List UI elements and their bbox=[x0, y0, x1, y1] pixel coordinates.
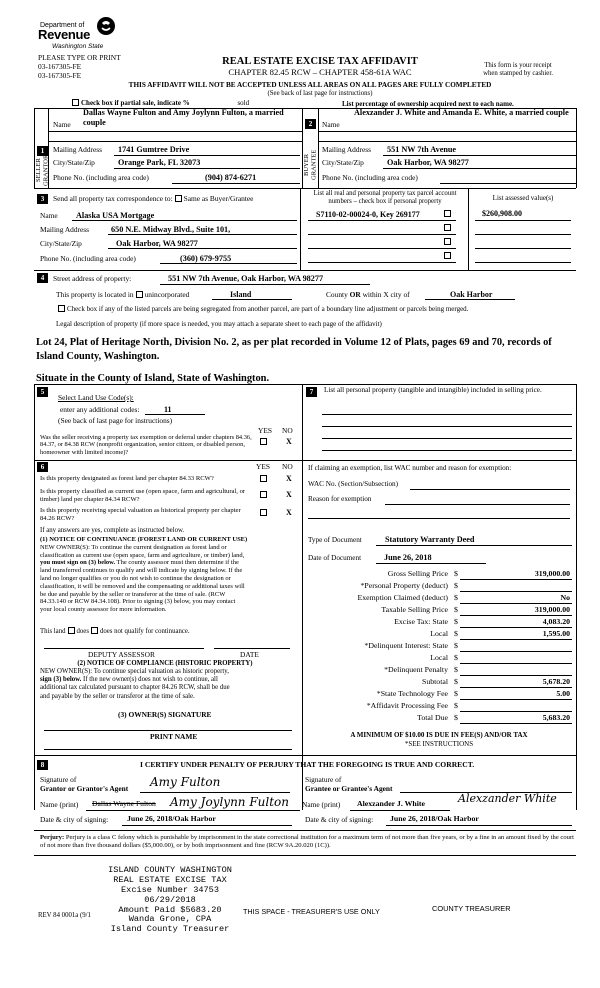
n2-line-a: NEW OWNER(S): To continue special valuation as historic property, bbox=[40, 668, 229, 676]
assessed-header: List assessed value(s) bbox=[492, 194, 554, 202]
calc-currency: $ bbox=[454, 689, 458, 698]
sec6-q1-yes-checkbox[interactable] bbox=[260, 475, 267, 482]
sec6-q1: Is this property designated as forest land per chapter 84.33 RCW? bbox=[40, 475, 214, 482]
segregated-row bbox=[56, 305, 576, 313]
calc-currency: $ bbox=[454, 641, 458, 650]
or-label: OR bbox=[349, 290, 361, 299]
form-title: REAL ESTATE EXCISE TAX AFFIDAVIT bbox=[222, 56, 418, 67]
sec6-q2-yes-checkbox[interactable] bbox=[260, 491, 267, 498]
sec5-no: NO bbox=[282, 426, 293, 435]
grantor-name-handwritten: Amy Joylynn Fulton bbox=[170, 795, 290, 809]
calc-label: Taxable Selling Price bbox=[381, 605, 448, 614]
dept-line2: Revenue bbox=[38, 27, 91, 42]
doc-type-label: Type of Document bbox=[308, 536, 362, 544]
legal-label: Legal description of property (if more space is needed, you may attach a separate sheet to each page of the affidavit) bbox=[56, 320, 382, 328]
calc-label: Gross Selling Price bbox=[387, 569, 448, 578]
partial-sale-checkbox[interactable] bbox=[72, 99, 79, 106]
calc-value: 5,683.20 bbox=[542, 713, 570, 722]
calc-currency: $ bbox=[454, 569, 458, 578]
land-does-checkbox[interactable] bbox=[68, 627, 75, 634]
calc-currency: $ bbox=[454, 605, 458, 614]
this-land-label: This land bbox=[40, 628, 66, 635]
seller-city-label: City/State/Zip bbox=[53, 158, 95, 167]
tax-corr-phone-label: Phone No. (including area code) bbox=[40, 254, 136, 263]
n1-rest: The county assessor must then determine if the bbox=[115, 559, 239, 567]
partial-sale-row bbox=[70, 99, 249, 107]
tax-corr-text: Send all property tax correspondence to: bbox=[53, 194, 173, 203]
land-does-not-checkbox[interactable] bbox=[91, 627, 98, 634]
seller-name-value: Dallas Wayne Fulton and Amy Joylynn Fulton, a married couple bbox=[83, 108, 284, 127]
see-back-note: (See back of last page for instructions) bbox=[267, 90, 373, 97]
grantor-sig-label-2: Grantor or Grantor's Agent bbox=[40, 784, 129, 793]
calc-value: 5.00 bbox=[556, 689, 570, 698]
n1-line-e: land no longer qualifies or you do not wish to continue the designation or bbox=[40, 574, 231, 582]
seller-mail-value: 1741 Gumtree Drive bbox=[118, 145, 190, 154]
tax-corr-city-label: City/State/Zip bbox=[40, 239, 82, 248]
grantor-name-label: Name (print) bbox=[40, 800, 79, 809]
doc-date-label: Date of Document bbox=[308, 554, 362, 562]
seller-city-value: Orange Park, FL 32073 bbox=[118, 158, 201, 167]
sec6-no: NO bbox=[282, 462, 293, 471]
buyer-phone-label: Phone No. (including area code) bbox=[322, 173, 418, 182]
section-4-number: 4 bbox=[37, 273, 48, 283]
sec6-q1-answer: X bbox=[286, 474, 292, 483]
n1-line-c bbox=[40, 559, 300, 567]
parcel-3-checkbox[interactable] bbox=[444, 238, 451, 245]
n1-line-f: classification, it will be removed and the compensating or additional taxes will bbox=[40, 582, 245, 590]
same-as-buyer-checkbox[interactable] bbox=[175, 195, 182, 202]
county-label: County bbox=[326, 290, 348, 299]
seller-side-label: SELLER GRANTOR bbox=[35, 154, 50, 186]
section-1-number: 1 bbox=[37, 146, 48, 156]
n2-bold: sign (3) below. bbox=[40, 676, 82, 684]
stamp-line: Excise Number 34753 bbox=[121, 884, 219, 895]
calc-label: Total Due bbox=[417, 713, 448, 722]
stamp-line: ISLAND COUNTY WASHINGTON bbox=[108, 865, 232, 875]
grantee-sig-label-1: Signature of bbox=[305, 775, 342, 784]
n1-line-h: 84.33.140 or RCW 84.34.108). Prior to signing (3) below, you may contact bbox=[40, 598, 236, 606]
n1-title: (1) NOTICE OF CONTINUANCE (FOREST LAND OR CURRENT USE) bbox=[40, 536, 248, 543]
calc-currency: $ bbox=[454, 665, 458, 674]
grantee-date-label: Date & city of signing: bbox=[305, 815, 374, 824]
calc-label: Subtotal bbox=[422, 677, 448, 686]
does-not-label: does not qualify for continuance. bbox=[99, 628, 190, 635]
calc-currency: $ bbox=[454, 713, 458, 722]
rev-number: REV 84 0001a (9/1 bbox=[38, 912, 91, 919]
perjury-label: Perjury: bbox=[40, 834, 65, 841]
sec6-q2: Is this property classified as current use (open space, farm and agricultural, or timber) land per chapter 84.34 RCW? bbox=[40, 488, 246, 503]
calc-label: *State Technology Fee bbox=[376, 689, 448, 698]
receipt-note-1: This form is your receipt bbox=[484, 62, 552, 69]
perjury-notice bbox=[40, 834, 580, 850]
street-value: 551 NW 7th Avenue, Oak Harbor, WA 98277 bbox=[168, 274, 324, 283]
grantor-sig-label-1: Signature of bbox=[40, 775, 77, 784]
sec5-q1-answer: X bbox=[286, 437, 292, 446]
calc-currency: $ bbox=[454, 581, 458, 590]
calc-value: 319,000.00 bbox=[534, 605, 570, 614]
parcel-4-checkbox[interactable] bbox=[444, 252, 451, 259]
buyer-city-value: Oak Harbor, WA 98277 bbox=[387, 158, 469, 167]
calc-currency: $ bbox=[454, 677, 458, 686]
calc-value: 1,595.00 bbox=[542, 629, 570, 638]
buyer-mail-value: 551 NW 7th Avenue bbox=[387, 145, 457, 154]
form-number-1: 03-167305-FE bbox=[38, 62, 82, 71]
perjury-text: Perjury is a class C felony which is punishable by imprisonment in the state correctional institution for a maximum term of not more than five years, or by a fine in an amount fixed by the court of not more than five thousand dollars ($5,000.00), or by both imprisonment and fine (RCW 9A.20.020 (1C)). bbox=[40, 834, 574, 850]
section-8-number: 8 bbox=[37, 760, 48, 770]
calc-label: Exemption Claimed (deduct) bbox=[357, 593, 448, 602]
segregated-checkbox[interactable] bbox=[58, 305, 65, 312]
parcel-header-2: numbers – check box if personal property bbox=[328, 198, 442, 205]
sec6-q3-yes-checkbox[interactable] bbox=[260, 509, 267, 516]
calc-currency: $ bbox=[454, 617, 458, 626]
tax-corr-mail-label: Mailing Address bbox=[40, 225, 90, 234]
section-5-number: 5 bbox=[37, 387, 48, 397]
sec6-q3-answer: X bbox=[286, 508, 292, 517]
calc-label: Local bbox=[430, 653, 448, 662]
treasurer-space: THIS SPACE - TREASURER'S USE ONLY bbox=[243, 907, 380, 916]
located-in-label: This property is located in bbox=[56, 290, 134, 299]
sec6-q3: Is this property receiving special valuation as historical property per chapter 84.26 RCW? bbox=[40, 507, 241, 522]
this-land-row bbox=[40, 627, 190, 636]
calc-currency: $ bbox=[454, 629, 458, 638]
unincorporated-label: unincorporated bbox=[144, 290, 190, 299]
exemption-label: If claiming an exemption, list WAC number and reason for exemption: bbox=[308, 464, 512, 472]
doc-date-value: June 26, 2018 bbox=[384, 553, 432, 562]
calc-label: *Personal Property (deduct) bbox=[360, 581, 448, 590]
parcel-2-checkbox[interactable] bbox=[444, 224, 451, 231]
calc-currency: $ bbox=[454, 653, 458, 662]
additional-codes-label: enter any additional codes: bbox=[60, 405, 140, 414]
section-7-number: 7 bbox=[306, 387, 317, 397]
county-value: Island bbox=[230, 290, 252, 299]
wac-label: WAC No. (Section/Subsection) bbox=[308, 480, 399, 488]
treasurer-stamp bbox=[80, 866, 260, 935]
calc-value: 319,000.00 bbox=[534, 569, 570, 578]
n1-line-d: land transferred continues to qualify and will indicate by signing below. If the bbox=[40, 567, 243, 575]
grantee-name-value: Alexzander J. White bbox=[357, 799, 425, 808]
tax-corr-phone-value: (360) 679-9755 bbox=[180, 254, 232, 263]
seller-mail-label: Mailing Address bbox=[53, 145, 103, 154]
n2-line-d: and payable by the seller or transferor at the time of sale. bbox=[40, 692, 195, 700]
section-6-number: 6 bbox=[37, 462, 48, 472]
calc-value: No bbox=[560, 593, 570, 602]
n1-bold: you must sign on (3) below. bbox=[40, 559, 116, 567]
wa-logo-icon bbox=[96, 16, 116, 36]
segregated-label: Check box if any of the listed parcels are being segregated from another parcel, are part of a boundary line adjustment or parcels being merged. bbox=[67, 305, 469, 313]
receipt-note-2: when stamped by cashier. bbox=[483, 70, 553, 77]
grantor-signature: Amy Fulton bbox=[150, 775, 221, 789]
unincorporated-checkbox[interactable] bbox=[136, 291, 143, 298]
calc-label: Excise Tax: State bbox=[394, 617, 448, 626]
sec6-q2-answer: X bbox=[286, 490, 292, 499]
located-row bbox=[56, 291, 189, 300]
dept-line1: Department of bbox=[40, 22, 85, 29]
buyer-mail-label: Mailing Address bbox=[322, 145, 372, 154]
stamp-line: 06/29/2018 bbox=[144, 894, 196, 905]
tax-corr-name-value: Alaska USA Mortgage bbox=[76, 211, 155, 220]
county-or-city bbox=[326, 291, 410, 300]
date-label: DATE bbox=[240, 650, 259, 659]
n1-line-b: classification as current use (open space, farm and agriculture, or timber) land, bbox=[40, 551, 245, 559]
calc-currency: $ bbox=[454, 701, 458, 710]
partial-sale-label: Check box if partial sale, indicate % bbox=[81, 99, 190, 107]
calc-value: 5,678.20 bbox=[542, 677, 570, 686]
buyer-side-label: BUYER GRANTEE bbox=[303, 149, 318, 181]
county-treasurer: COUNTY TREASURER bbox=[432, 904, 511, 913]
does-label: does bbox=[76, 628, 89, 635]
buyer-name-label: Name bbox=[322, 120, 340, 129]
minimum-due: A MINIMUM OF $10.00 IS DUE IN FEE(S) AND/OR TAX bbox=[350, 731, 528, 739]
grantee-signature: Alexzander White bbox=[458, 792, 557, 805]
reason-label: Reason for exemption bbox=[308, 495, 372, 503]
grantor-name-struck: Dallas Wayne Fulton bbox=[92, 799, 156, 808]
acceptance-notice: THIS AFFIDAVIT WILL NOT BE ACCEPTED UNLESS ALL AREAS ON ALL PAGES ARE FULLY COMPLETED bbox=[128, 81, 492, 89]
tax-correspondence-label bbox=[53, 195, 253, 204]
within-label: within bbox=[362, 290, 382, 299]
see-instructions: *SEE INSTRUCTIONS bbox=[404, 740, 474, 748]
form-subtitle: CHAPTER 82.45 RCW – CHAPTER 458-61A WAC bbox=[228, 67, 412, 77]
stamp-line: REAL ESTATE EXCISE TAX bbox=[113, 874, 227, 885]
stamp-line: Island County Treasurer bbox=[110, 924, 230, 935]
situate-text: Situate in the County of Island, State of Washington. bbox=[36, 373, 270, 384]
grantee-name-label: Name (print) bbox=[302, 800, 341, 809]
please-type: PLEASE TYPE OR PRINT bbox=[38, 53, 121, 62]
notice-continuance bbox=[40, 536, 300, 614]
grantor-date-value: June 26, 2018/Oak Harbor bbox=[127, 814, 216, 823]
n2-rest: If the new owner(s) does not wish to continue, all bbox=[81, 676, 218, 684]
n2-line-c: additional tax calculated pursuant to chapter 84.26 RCW, shall be due bbox=[40, 684, 230, 692]
parcel-1-assessed: $260,908.00 bbox=[482, 209, 522, 218]
city-value: Oak Harbor bbox=[450, 290, 493, 299]
seller-phone-label: Phone No. (including area code) bbox=[53, 173, 149, 182]
print-name-label: PRINT NAME bbox=[150, 732, 198, 741]
n2-line-b bbox=[40, 676, 300, 684]
grantor-date-label: Date & city of signing: bbox=[40, 815, 109, 824]
sec5-see-back: (See back of last page for instructions) bbox=[58, 416, 173, 425]
n1-line-a: NEW OWNER(S): To continue the current designation as forest land or bbox=[40, 543, 227, 551]
grantee-date-value: June 26, 2018/Oak Harbor bbox=[390, 814, 479, 823]
calc-value: 4,083.20 bbox=[542, 617, 570, 626]
buyer-name-value: Alexzander J. White and Amanda E. White, a married couple bbox=[354, 108, 569, 117]
notice-compliance bbox=[40, 660, 300, 701]
section-3-number: 3 bbox=[37, 194, 48, 204]
partial-sale-sold: sold bbox=[237, 99, 250, 107]
stamp-line: Wanda Grone, CPA bbox=[128, 914, 212, 925]
additional-codes-value: 11 bbox=[164, 405, 172, 414]
same-as-buyer-label: Same as Buyer/Grantee bbox=[183, 194, 254, 203]
tax-corr-name-label: Name bbox=[40, 211, 58, 220]
stamp-line: Amount Paid $5683.20 bbox=[118, 904, 222, 915]
section-2-number: 2 bbox=[305, 119, 316, 129]
grantee-sig-label-2: Grantee or Grantee's Agent bbox=[305, 784, 393, 793]
sec6-yes: YES bbox=[256, 462, 270, 471]
seller-name-label: Name bbox=[53, 120, 71, 129]
parcel-header-1: List all real and personal property tax parcel account bbox=[313, 190, 457, 197]
calc-label: *Affidavit Processing Fee bbox=[366, 701, 448, 710]
legal-description: Lot 24, Plat of Heritage North, Division No. 2, as per plat recorded in Volume 12 of Plats, pages 69 and 70, records of Island County, Washington. bbox=[36, 337, 552, 362]
n1-line-g: be due and payable by the seller or transferor at the time of sale. (RCW bbox=[40, 590, 226, 598]
tax-corr-city-value: Oak Harbor, WA 98277 bbox=[116, 239, 198, 248]
calc-currency: $ bbox=[454, 593, 458, 602]
sec5-q1-yes-checkbox[interactable] bbox=[260, 438, 267, 445]
calc-label: *Delinquent Interest: State bbox=[364, 641, 448, 650]
sec5-yes: YES bbox=[258, 426, 272, 435]
dept-line3: Washington State bbox=[52, 43, 104, 50]
ownership-note: List percentage of ownership acquired next to each name. bbox=[342, 100, 514, 108]
sec6-if-yes: If any answers are yes, complete as instructed below. bbox=[40, 527, 185, 534]
n2-title: (2) NOTICE OF COMPLIANCE (HISTORIC PROPERTY) bbox=[77, 660, 253, 667]
calc-label: *Delinquent Penalty bbox=[384, 665, 448, 674]
certify-statement: I CERTIFY UNDER PENALTY OF PERJURY THAT THE FOREGOING IS TRUE AND CORRECT. bbox=[140, 760, 475, 769]
calc-label: Local bbox=[430, 629, 448, 638]
owner-signature-label: (3) OWNER(S) SIGNATURE bbox=[118, 710, 212, 719]
seller-phone-value: (904) 874-6271 bbox=[205, 173, 257, 182]
x-city-label: X city of bbox=[383, 290, 410, 299]
dor-logo bbox=[38, 22, 118, 56]
deputy-assessor-label: DEPUTY ASSESSOR bbox=[88, 650, 155, 659]
personal-property-label: List all personal property (tangible and intangible) included in selling price. bbox=[324, 386, 542, 394]
form-number-2: 03-167305-FE bbox=[38, 71, 82, 80]
buyer-city-label: City/State/Zip bbox=[322, 158, 364, 167]
parcel-1-value: S7110-02-00024-0, Key 269177 bbox=[316, 210, 420, 219]
n1-line-i: your local county assessor for more information. bbox=[40, 606, 167, 614]
land-use-select[interactable]: Select Land Use Code(s): bbox=[58, 393, 134, 402]
tax-corr-mail-value: 650 N.E. Midway Blvd., Suite 101, bbox=[111, 225, 231, 234]
parcel-1-checkbox[interactable] bbox=[444, 210, 451, 217]
sec5-q1: Was the seller receiving a property tax exemption or deferral under chapters 84.36, 84.37, or 84.38 RCW (nonprofit organization, senior citizen, or disabled person, homeowner with limited income)? bbox=[40, 434, 252, 456]
doc-type-value: Statutory Warranty Deed bbox=[385, 535, 475, 544]
street-label: Street address of property: bbox=[53, 274, 132, 283]
